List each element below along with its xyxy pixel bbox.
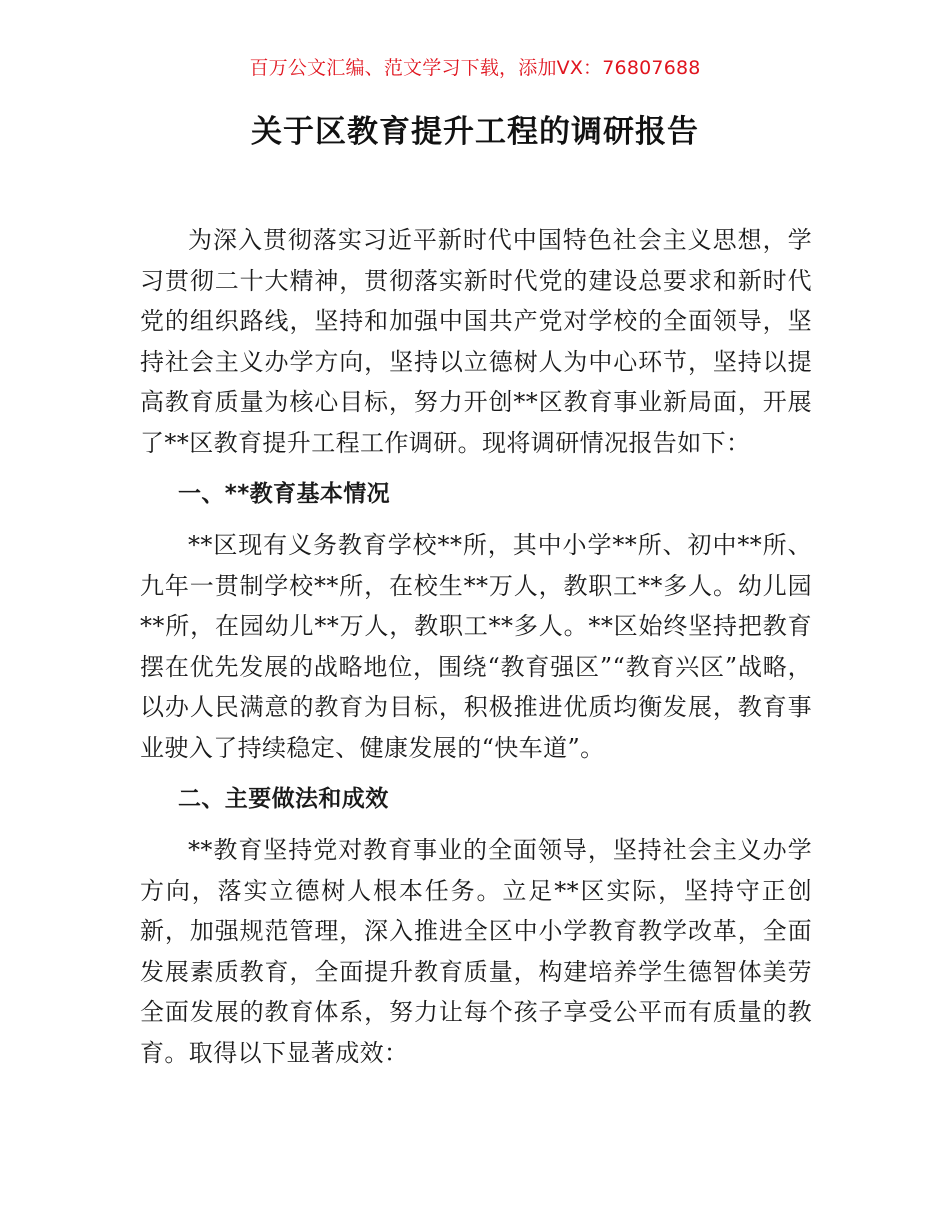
document-title: 关于区教育提升工程的调研报告 <box>251 114 699 150</box>
section-heading-1: 一、**教育基本情况 <box>178 481 391 507</box>
section2-paragraph: **教育坚持党对教育事业的全面领导，坚持社会主义办学方向，落实立德树人根本任务。立足**区实际，坚持守正创新，加强规范管理，深入推进全区中小学教育教学改革，全面发展素质教育，全面提升教育质量，构建培养学生德智体美劳全面发展的教育体系，努力让每个孩子享受公平而有质量的教育。取得以下显著成效： <box>140 836 812 1067</box>
section1-paragraph: **区现有义务教育学校**所，其中小学**所、初中**所、九年一贯制学校**所，在校生**万人，教职工**多人。幼儿园**所，在园幼儿**万人，教职工**多人。**区始终坚持把教育摆在优先发展的战略地位，围绕“教育强区”“教育兴区”战略，以办人民满意的教育为目标，积极推进优质均衡发展，教育事业驶入了持续稳定、健康发展的“快车道”。 <box>140 531 812 762</box>
document-body <box>140 220 812 1073</box>
section-heading-2: 二、主要做法和成效 <box>178 786 389 812</box>
intro-paragraph: 为深入贯彻落实习近平新时代中国特色社会主义思想，学习贯彻二十大精神，贯彻落实新时代党的建设总要求和新时代党的组织路线，坚持和加强中国共产党对学校的全面领导，坚持社会主义办学方向，坚持以立德树人为中心环节，坚持以提高教育质量为核心目标，努力开创**区教育事业新局面，开展了**区教育提升工程工作调研。现将调研情况报告如下： <box>140 226 812 457</box>
promo-banner: 百万公文汇编、范文学习下载，添加VX：76807688 <box>249 57 701 79</box>
